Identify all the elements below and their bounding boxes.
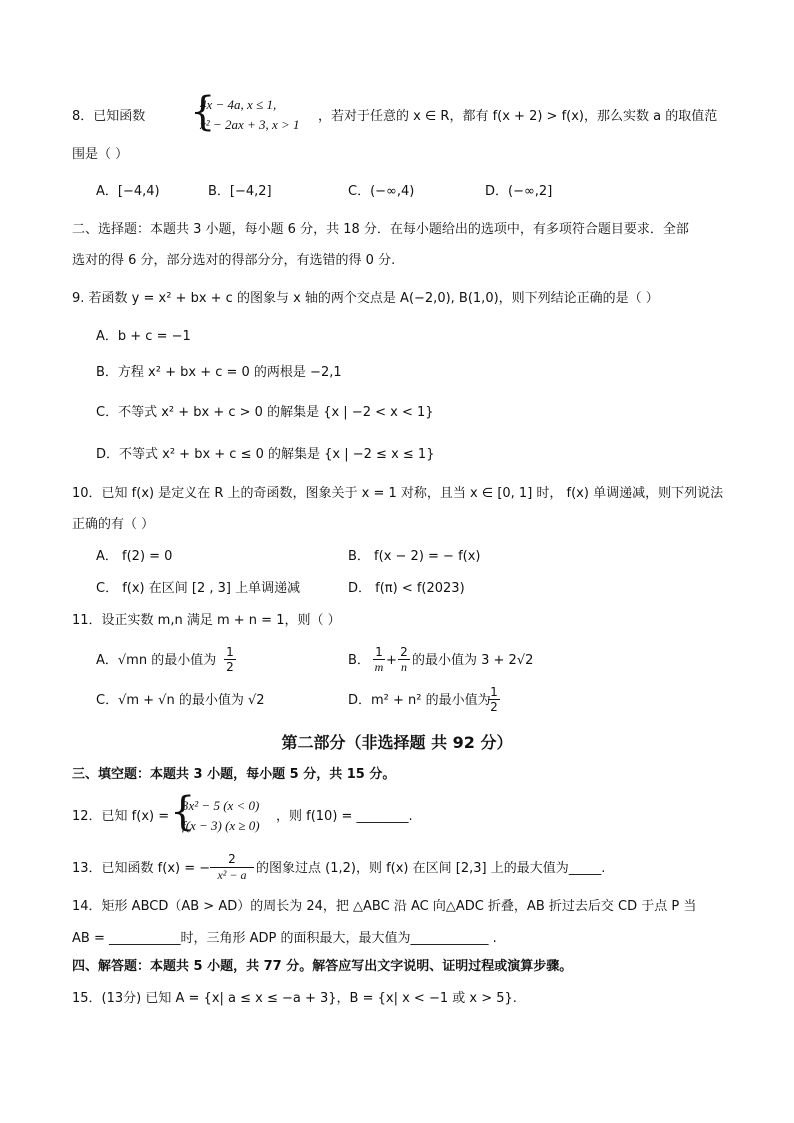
q13-prefix: 13．已知函数 f(x) = − (72, 861, 211, 876)
fraction-denominator: n (401, 660, 407, 674)
q8-option-a: A．[−4,4) (96, 184, 160, 199)
q8-stem-line1 (72, 108, 145, 126)
q8-prefix: 8．已知函数 (72, 109, 146, 124)
q8-piecewise-brace: { (190, 89, 216, 135)
q10-option-c: C． f(x) 在区间 [2 , 3] 上单调递减 (96, 581, 301, 596)
q11-option-a-text: A．√mn 的最小值为 (96, 653, 217, 668)
q11-option-b-fraction1 (373, 645, 385, 674)
fraction-numerator: 1 (224, 645, 236, 660)
q9-option-a: A．b + c = −1 (96, 329, 191, 344)
section4-heading: 四、解答题：本题共 5 小题，共 77 分。解答应写出文字说明、证明过程或演算步骤。 (72, 959, 573, 974)
q11-option-c: C．√m + √n 的最小值为 √2 (96, 693, 265, 708)
q12-prefix: 12．已知 f(x) = (72, 809, 170, 824)
q12-piecewise-brace: { (170, 789, 196, 835)
q10-option-a: A． f(2) = 0 (96, 549, 173, 564)
q10-option-d: D． f(π) < f(2023) (348, 581, 465, 596)
part2-title: 第二部分（非选择题 共 92 分） (281, 733, 513, 752)
fraction-numerator: 2 (210, 852, 254, 868)
q9-stem: 9. 若函数 y = x² + bx + c 的图象与 x 轴的两个交点是 A(−2,0), B(1,0)，则下列结论正确的是（ ） (72, 291, 659, 306)
q13-fraction (210, 852, 254, 883)
q13-suffix: 的图象过点 (1,2)，则 f(x) 在区间 [2,3] 上的最大值为_____. (256, 861, 606, 876)
q10-option-b: B． f(x − 2) = − f(x) (348, 549, 481, 564)
q8-stem-line2: 围是（ ） (72, 147, 129, 162)
section3-heading: 三、填空题：本题共 3 小题，每小题 5 分，共 15 分。 (72, 767, 396, 782)
q14-stem-line2: AB = ___________时，三角形 ADP 的面积最大，最大值为____________ . (72, 931, 497, 946)
q11-option-b-label: B． (348, 653, 370, 668)
q11-option-a (96, 652, 216, 670)
q8-stem-suffix: ，若对于任意的 x ∈ R，都有 f(x + 2) > f(x)，那么实数 a 的取值范 (318, 109, 718, 124)
q11-option-b-fraction2 (398, 645, 410, 674)
q8-option-c: C．(−∞,4) (348, 184, 415, 199)
fraction-denominator: 2 (226, 660, 234, 674)
section2-instructions-line2: 选对的得 6 分，部分选对的得部分分，有选错的得 0 分. (72, 253, 396, 268)
q11-stem: 11．设正实数 m,n 满足 m + n = 1，则（ ） (72, 613, 341, 628)
q11-option-d-fraction (488, 685, 500, 714)
fraction-numerator: 1 (488, 685, 500, 700)
q9-option-d: D．不等式 x² + bx + c ≤ 0 的解集是 {x | −2 ≤ x ≤ 1} (96, 447, 435, 462)
plus-sign: + (386, 653, 397, 668)
q9-option-b: B．方程 x² + bx + c = 0 的两根是 −2,1 (96, 365, 342, 380)
q8-piece2: x² − 2ax + 3, x > 1 (200, 117, 300, 132)
fraction-denominator: m (374, 660, 384, 674)
q14-stem-line1: 14．矩形 ABCD（AB > AD）的周长为 24，把 △ABC 沿 AC 向△ADC 折叠，AB 折过去后交 CD 于点 P 当 (72, 899, 697, 914)
q11-option-d (348, 692, 491, 710)
q12-suffix: ，则 f(10) = ________. (276, 809, 413, 824)
fraction-numerator: 1 (373, 645, 385, 660)
fraction-denominator: 2 (490, 700, 498, 714)
q10-stem-line1: 10．已知 f(x) 是定义在 R 上的奇函数，图象关于 x = 1 对称，且当 x ∈ [0, 1] 时， f(x) 单调递减，则下列说法 (72, 486, 724, 501)
q12-piece1: 3x² − 5 (x < 0) (182, 798, 260, 813)
q8-option-d: D．(−∞,2] (485, 184, 553, 199)
q8-piece1: 4x − 4a, x ≤ 1, (200, 97, 277, 112)
q11-option-a-fraction (224, 645, 236, 674)
fraction-denominator: x² − a (217, 868, 247, 882)
section2-instructions-line1: 二、选择题：本题共 3 小题，每小题 6 分，共 18 分．在每小题给出的选项中，有多项符合题目要求．全部 (72, 222, 689, 237)
q8-option-b: B．[−4,2] (208, 184, 272, 199)
q15-stem: 15．(13分) 已知 A = {x| a ≤ x ≤ −a + 3}，B = {x| x < −1 或 x > 5}. (72, 991, 517, 1006)
q9-option-c: C．不等式 x² + bx + c > 0 的解集是 {x | −2 < x < 1} (96, 405, 434, 420)
q12-piece2: f(x − 3) (x ≥ 0) (182, 818, 260, 833)
q11-option-b-text: 的最小值为 3 + 2√2 (412, 653, 534, 668)
q11-option-d-text: D．m² + n² 的最小值为 (348, 693, 491, 708)
fraction-numerator: 2 (398, 645, 410, 660)
q10-stem-line2: 正确的有（ ） (72, 517, 155, 532)
